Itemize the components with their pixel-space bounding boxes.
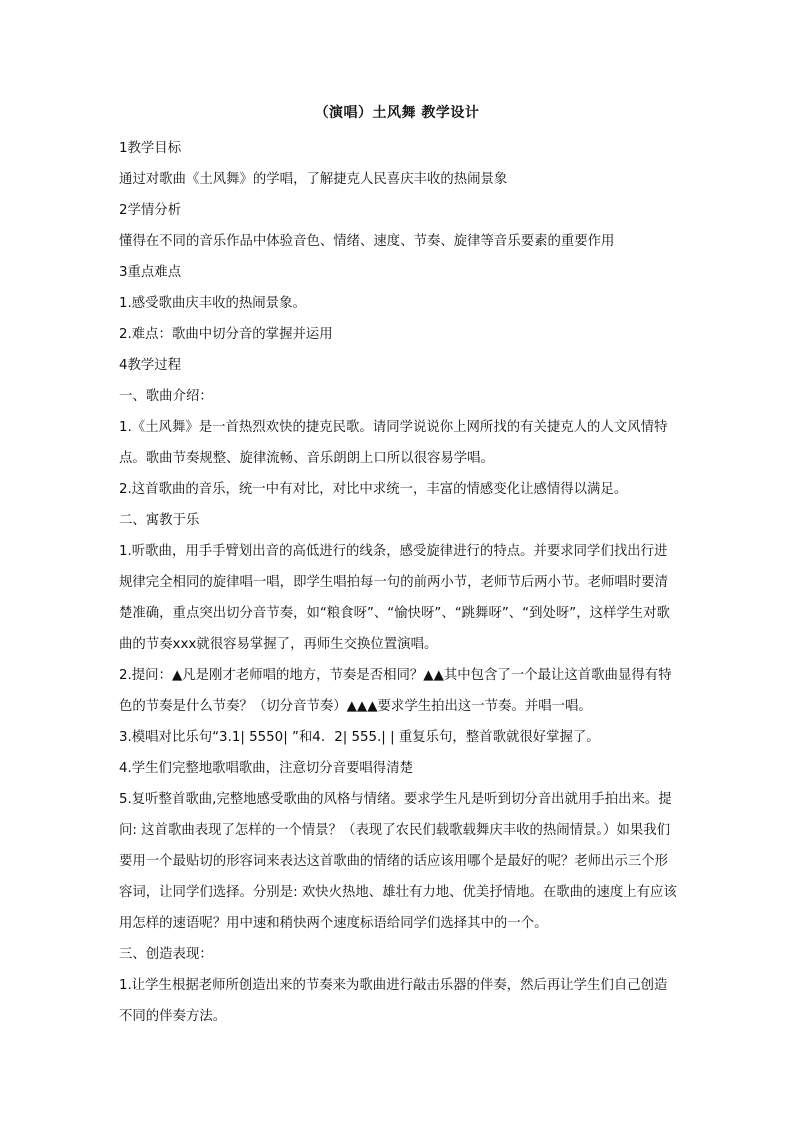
learner-analysis-text: 懂得在不同的音乐作品中体验音色、情绪、速度、节奏、旋律等音乐要素的重要作用 bbox=[119, 234, 615, 249]
song-intro-1: 1.《土风舞》是一首热烈欢快的捷克民歌。请同学说说你上网所找的有关捷克人的人文风情特点。歌曲节奏规整、旋律流畅、音乐朗朗上口所以很容易学唱。 bbox=[119, 420, 668, 466]
heading-teaching-process: 4教学过程 bbox=[119, 358, 182, 373]
section-song-intro: 一、歌曲介绍： bbox=[119, 389, 213, 404]
heading-learner-analysis: 2学情分析 bbox=[119, 203, 182, 218]
fun-step-2: 2.提问：▲凡是刚才老师唱的地方，节奏是否相同？▲▲其中包含了一个最让这首歌曲显得有特色的节奏是什么节奏？（切分音节奏）▲▲▲要求学生拍出这一节奏。并唱一唱。 bbox=[119, 668, 672, 714]
creative-step-1: 1.让学生根据老师所创造出来的节奏来为歌曲进行敲击乐器的伴奏，然后再让学生们自己创造不同的伴奏方法。 bbox=[119, 978, 668, 1024]
fun-step-1: 1.听歌曲，用手手臂划出音的高低进行的线条，感受旋律进行的特点。并要求同学们找出行进规律完全相同的旋律唱一唱，即学生唱拍每一句的前两小节，老师节后两小节。老师唱时要清楚准确，重点突出切分音节奏，如“粮食呀”、“愉快呀”、“跳舞呀”、“到处呀”，这样学生对歌曲的节奏xxx就很容易掌握了，再师生交换位置演唱。 bbox=[119, 544, 670, 652]
section-learning-through-fun: 二、寓教于乐 bbox=[119, 513, 200, 528]
fun-step-5: 5.复听整首歌曲,完整地感受歌曲的风格与情绪。要求学生凡是听到切分音出就用手拍出来。提问: 这首歌曲表现了怎样的一个情景？（表现了农民们载歌载舞庆丰收的热闹情景。）如果我们要用一个最贴切的形容词来表达这首歌曲的情绪的话应该用哪个是最好的呢？老师出示三个形容词，让同学们选择。分别是: 欢快火热地、雄壮有力地、优美抒情地。在歌曲的速度上有应该用怎样的速语呢？用中速和稍快两个速度标语给同学们选择其中的一个。 bbox=[119, 792, 677, 931]
song-intro-2: 2.这首歌曲的音乐，统一中有对比，对比中求统一，丰富的情感变化让感情得以满足。 bbox=[119, 482, 628, 497]
section-creative-expression: 三、创造表现： bbox=[119, 947, 213, 962]
document-body bbox=[119, 133, 679, 1032]
fun-step-4: 4.学生们完整地歌唱歌曲，注意切分音要唱得清楚 bbox=[119, 761, 413, 776]
heading-key-points: 3重点难点 bbox=[119, 265, 182, 280]
heading-teaching-objectives: 1教学目标 bbox=[119, 141, 182, 156]
document-title: （演唱）土风舞 教学设计 bbox=[314, 105, 480, 121]
fun-step-3: 3.模唱对比乐句“3.1| 5550| ”和4．2| 555.| | 重复乐句，整首歌就很好掌握了。 bbox=[119, 730, 600, 745]
key-point-1: 1.感受歌曲庆丰收的热闹景象。 bbox=[119, 296, 306, 311]
objective-text: 通过对歌曲《土风舞》的学唱，了解捷克人民喜庆丰收的热闹景象 bbox=[119, 172, 508, 187]
key-point-2: 2.难点：歌曲中切分音的掌握并运用 bbox=[119, 327, 333, 342]
